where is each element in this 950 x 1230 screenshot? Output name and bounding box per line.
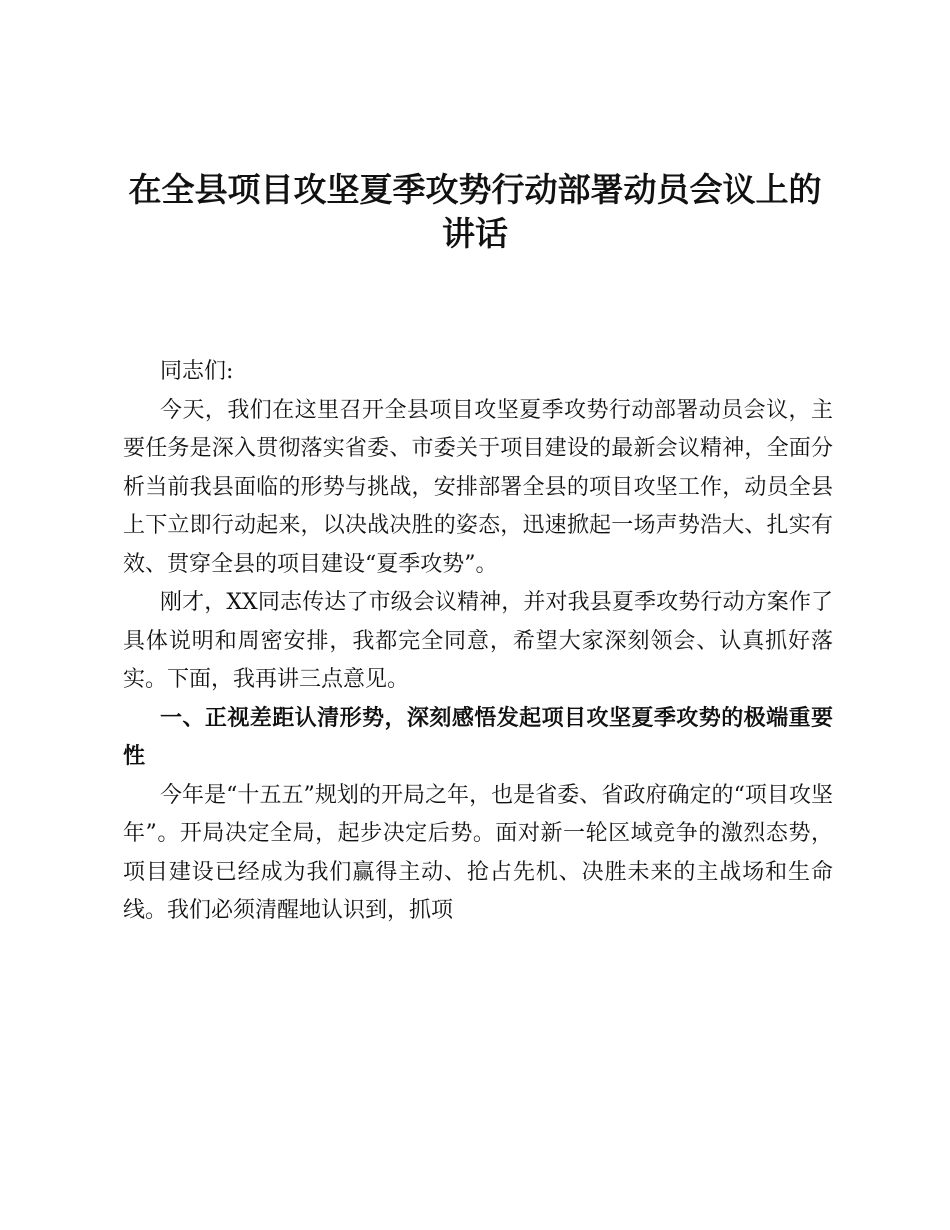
paragraph-situation: 今年是“十五五”规划的开局之年，也是省委、省政府确定的“项目攻坚年”。开局决定全局，起步决定后势。面对新一轮区域竞争的激烈态势，项目建设已经成为我们赢得主动、抢占先机、决胜未来的主战场和生命线。我们必须清醒地认识到，抓项 — [123, 782, 833, 923]
paragraph-agreement: 刚才，XX同志传达了市级会议精神，并对我县夏季攻势行动方案作了具体说明和周密安排，我都完全同意，希望大家深刻领会、认真抓好落实。下面，我再讲三点意见。 — [123, 590, 833, 692]
paragraph-opening: 今天，我们在这里召开全县项目攻坚夏季攻势行动部署动员会议，主要任务是深入贯彻落实省委、市委关于项目建设的最新会议精神，全面分析当前我县面临的形势与挑战，安排部署全县的项目攻坚工作，动员全县上下立即行动起来，以决战决胜的姿态，迅速掀起一场声势浩大、扎实有效、贯穿全县的项目建设“夏季攻势”。 — [123, 397, 833, 577]
document-body — [123, 353, 833, 931]
section-heading-1: 一、正视差距认清形势，深刻感悟发起项目攻坚夏季攻势的极端重要性 — [123, 705, 833, 769]
salutation: 同志们: — [160, 359, 234, 384]
document-title: 在全县项目攻坚夏季攻势行动部署动员会议上的讲话 — [128, 170, 822, 253]
